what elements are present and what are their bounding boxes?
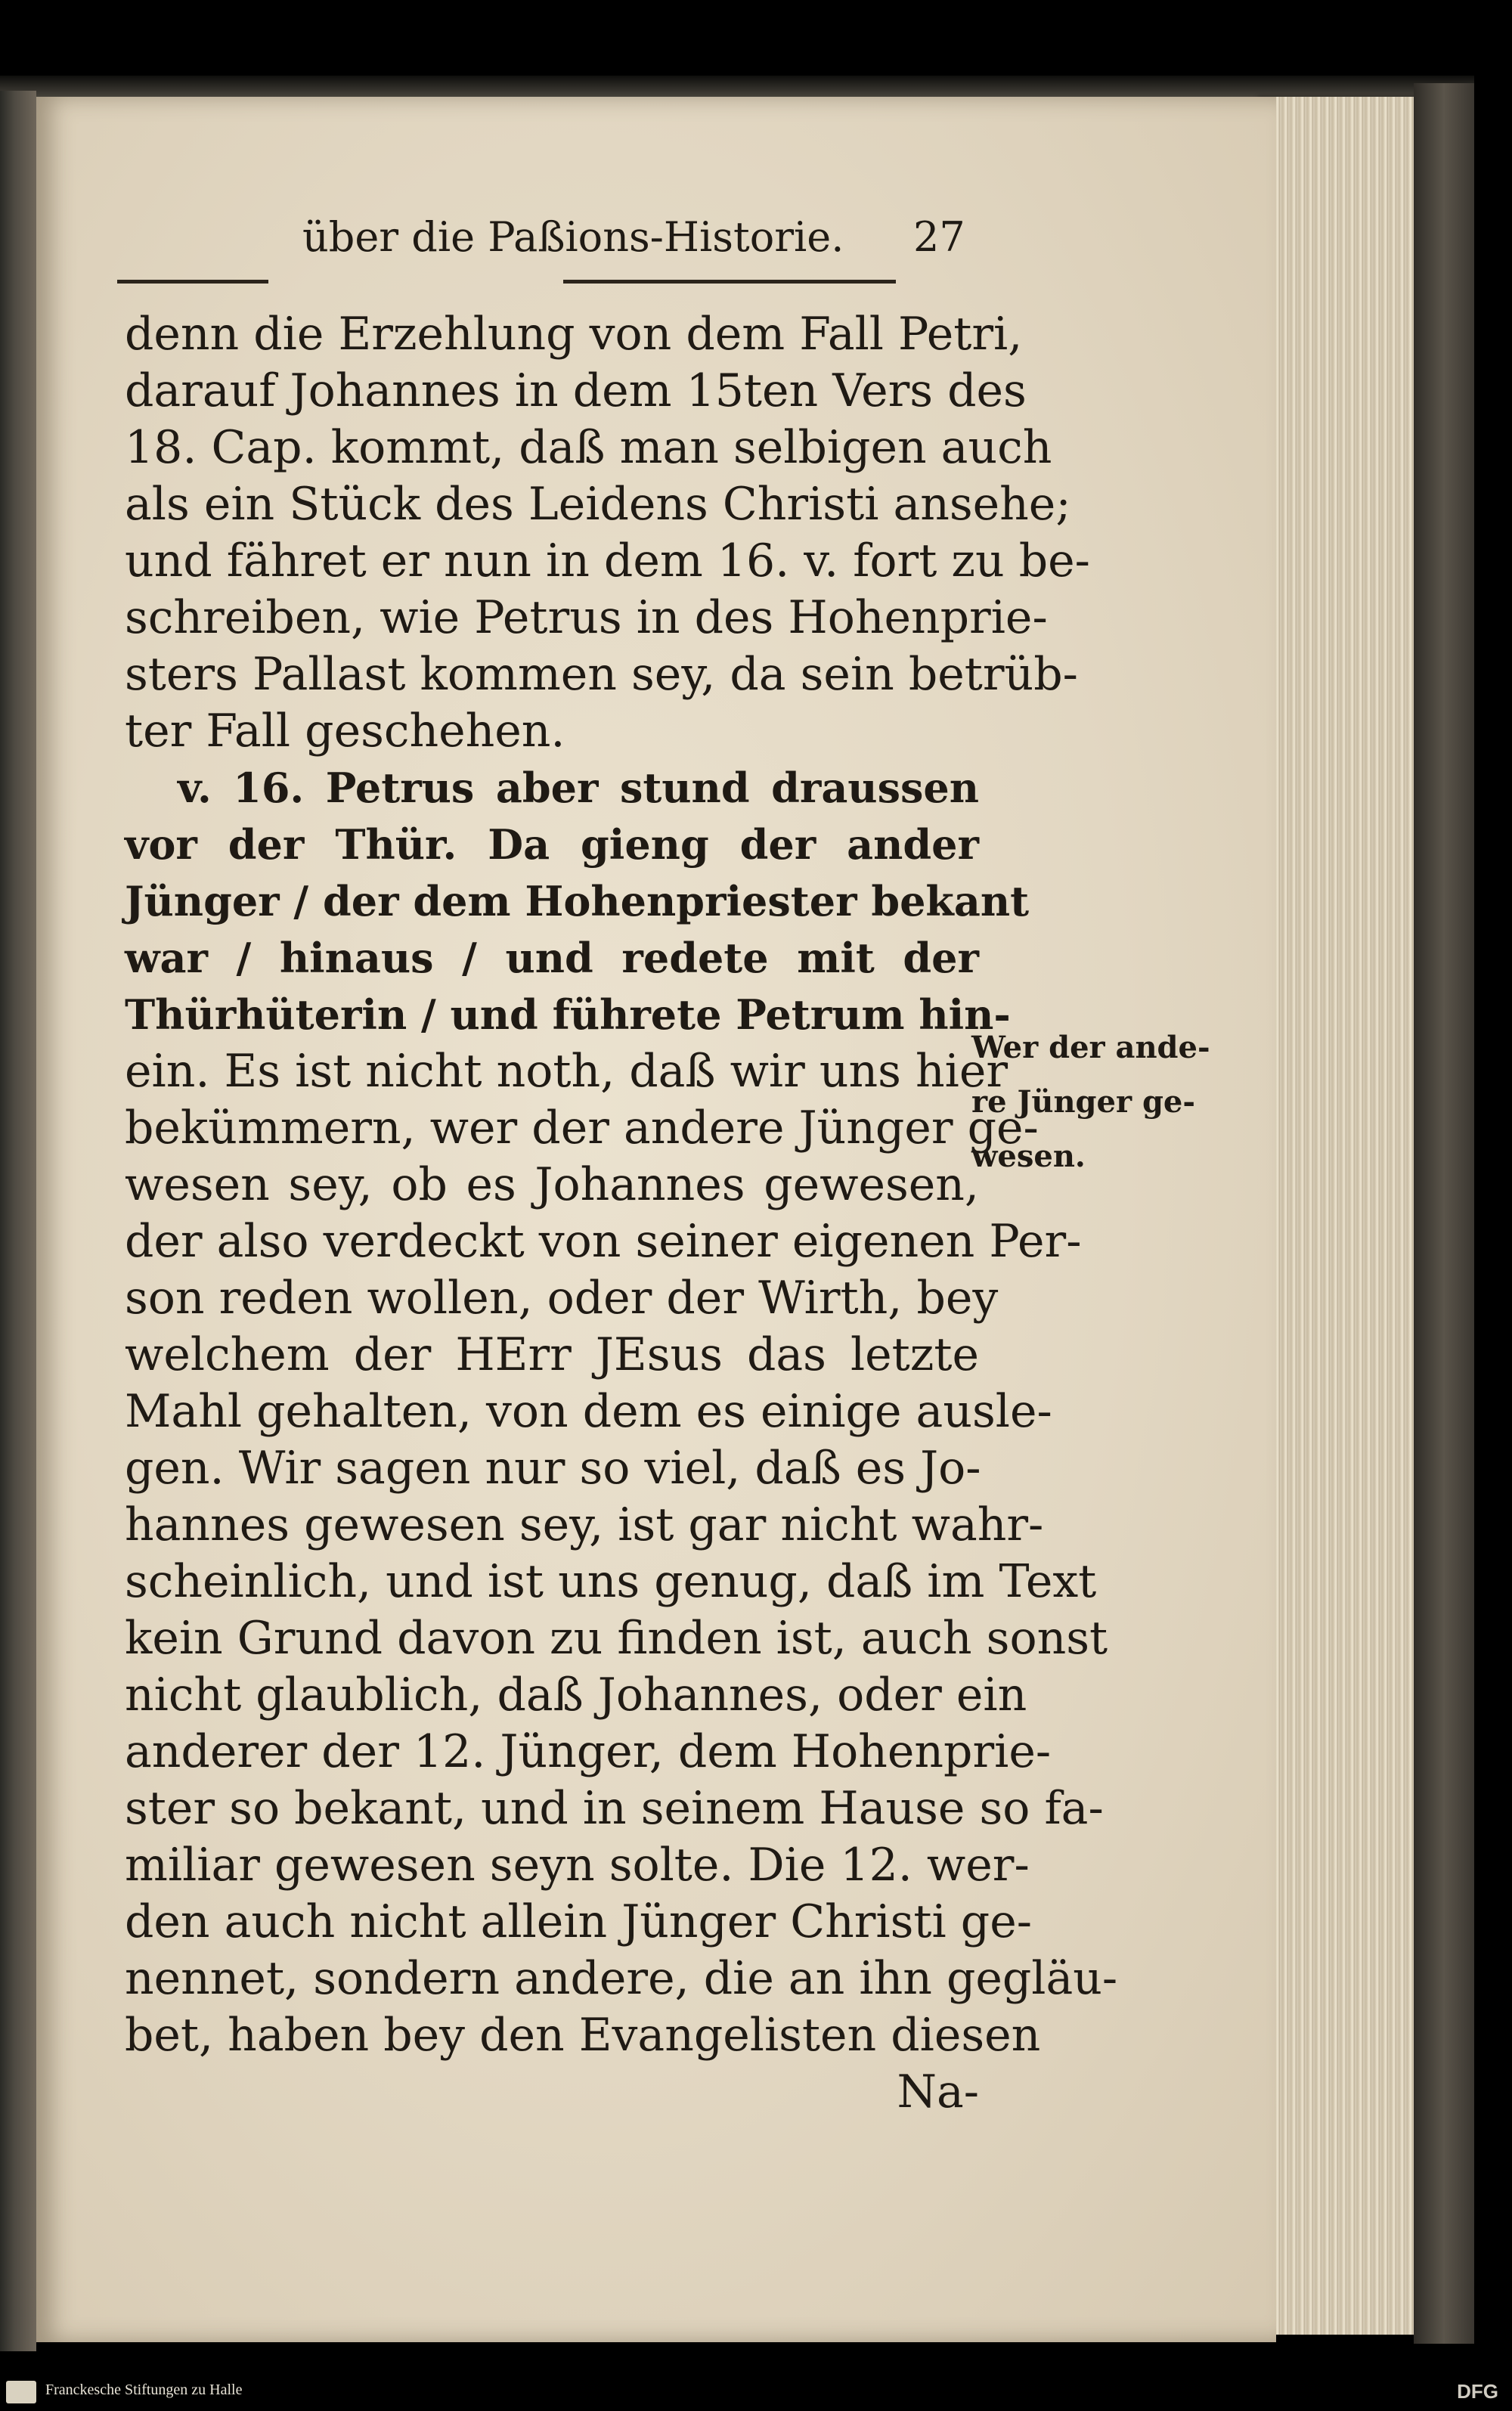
text-line: denn die Erzehlung von dem Fall Petri, [125, 308, 1023, 361]
header-rule-left [117, 280, 268, 284]
text-line: bekümmern, wer der andere Jünger ge- [125, 1102, 1039, 1154]
text-line: son reden wollen, oder der Wirth, bey [125, 1272, 999, 1325]
text-line: nicht glaublich, daß Johannes, oder ein [125, 1669, 1027, 1721]
text-line: den auch nicht allein Jünger Christi ge- [125, 1895, 1032, 1948]
book-cover-right [1414, 83, 1474, 2344]
text-line: Mahl gehalten, von dem es einige ausle- [125, 1385, 1052, 1438]
scripture-line: v. 16. Petrus aber stund draussen [178, 764, 979, 812]
text-line: der also verdeckt von seiner eigenen Per- [125, 1215, 1082, 1268]
book-cover-top [0, 76, 1474, 98]
text-line: welchem der HErr JEsus das letzte [125, 1328, 979, 1381]
margin-note-line: Wer der ande- [971, 1030, 1210, 1065]
text-line: sters Pallast kommen sey, da sein betrüb- [125, 648, 1078, 701]
text-line: als ein Stück des Leidens Christi ansehe; [125, 478, 1071, 531]
scripture-line: vor der Thür. Da gieng der ander [125, 820, 979, 869]
text-line: schreiben, wie Petrus in des Hohenprie- [125, 591, 1048, 644]
running-header [302, 213, 968, 274]
text-line: hannes gewesen sey, ist gar nicht wahr- [125, 1498, 1044, 1551]
institution-logo-icon [6, 2381, 36, 2403]
scripture-line: Thürhüterin / und führete Petrum hin- [125, 990, 1011, 1039]
header-rule-right [563, 280, 896, 284]
running-title: über die Paßions-Historie. [302, 213, 844, 261]
text-line: kein Grund davon zu finden ist, auch sonst [125, 1612, 1108, 1665]
text-line: ster so bekant, und in seinem Hause so fa- [125, 1782, 1104, 1835]
text-line: wesen sey, ob es Johannes gewesen, [125, 1158, 979, 1211]
book-spine-edge [0, 91, 36, 2351]
text-line: und fähret er nun in dem 16. v. fort zu be- [125, 535, 1090, 587]
catchword: Na- [897, 2065, 979, 2118]
scripture-line: Jünger / der dem Hohenpriester bekant [125, 877, 1030, 925]
text-line: 18. Cap. kommt, daß man selbigen auch [125, 421, 1052, 474]
text-line: bet, haben bey den Evangelisten diesen [125, 2009, 1041, 2062]
text-line: ein. Es ist nicht noth, daß wir uns hier [125, 1045, 1009, 1098]
text-line: scheinlich, und ist uns genug, daß im Text [125, 1555, 1097, 1608]
viewer-footer [0, 2374, 1512, 2411]
scripture-line: war / hinaus / und redete mit der [125, 934, 979, 982]
dfg-logo: DFG [1457, 2380, 1498, 2403]
text-line: darauf Johannes in dem 15ten Vers des [125, 364, 1027, 417]
body-text [125, 306, 1118, 2121]
text-line: anderer der 12. Jünger, dem Hohenprie- [125, 1725, 1052, 1778]
margin-note-line: re Jünger ge- [971, 1084, 1195, 1120]
institution-name: Franckesche Stiftungen zu Halle [45, 2382, 243, 2398]
page-stack-edges [1255, 97, 1414, 2335]
text-line: nennet, sondern andere, die an ihn gegläu- [125, 1952, 1118, 2005]
page-number: 27 [913, 213, 965, 261]
text-line: miliar gewesen seyn solte. Die 12. wer- [125, 1839, 1030, 1892]
margin-note [971, 1021, 1232, 1184]
text-line: ter Fall geschehen. [125, 705, 565, 758]
text-line: gen. Wir sagen nur so viel, daß es Jo- [125, 1442, 981, 1495]
margin-note-line: wesen. [971, 1139, 1086, 1174]
